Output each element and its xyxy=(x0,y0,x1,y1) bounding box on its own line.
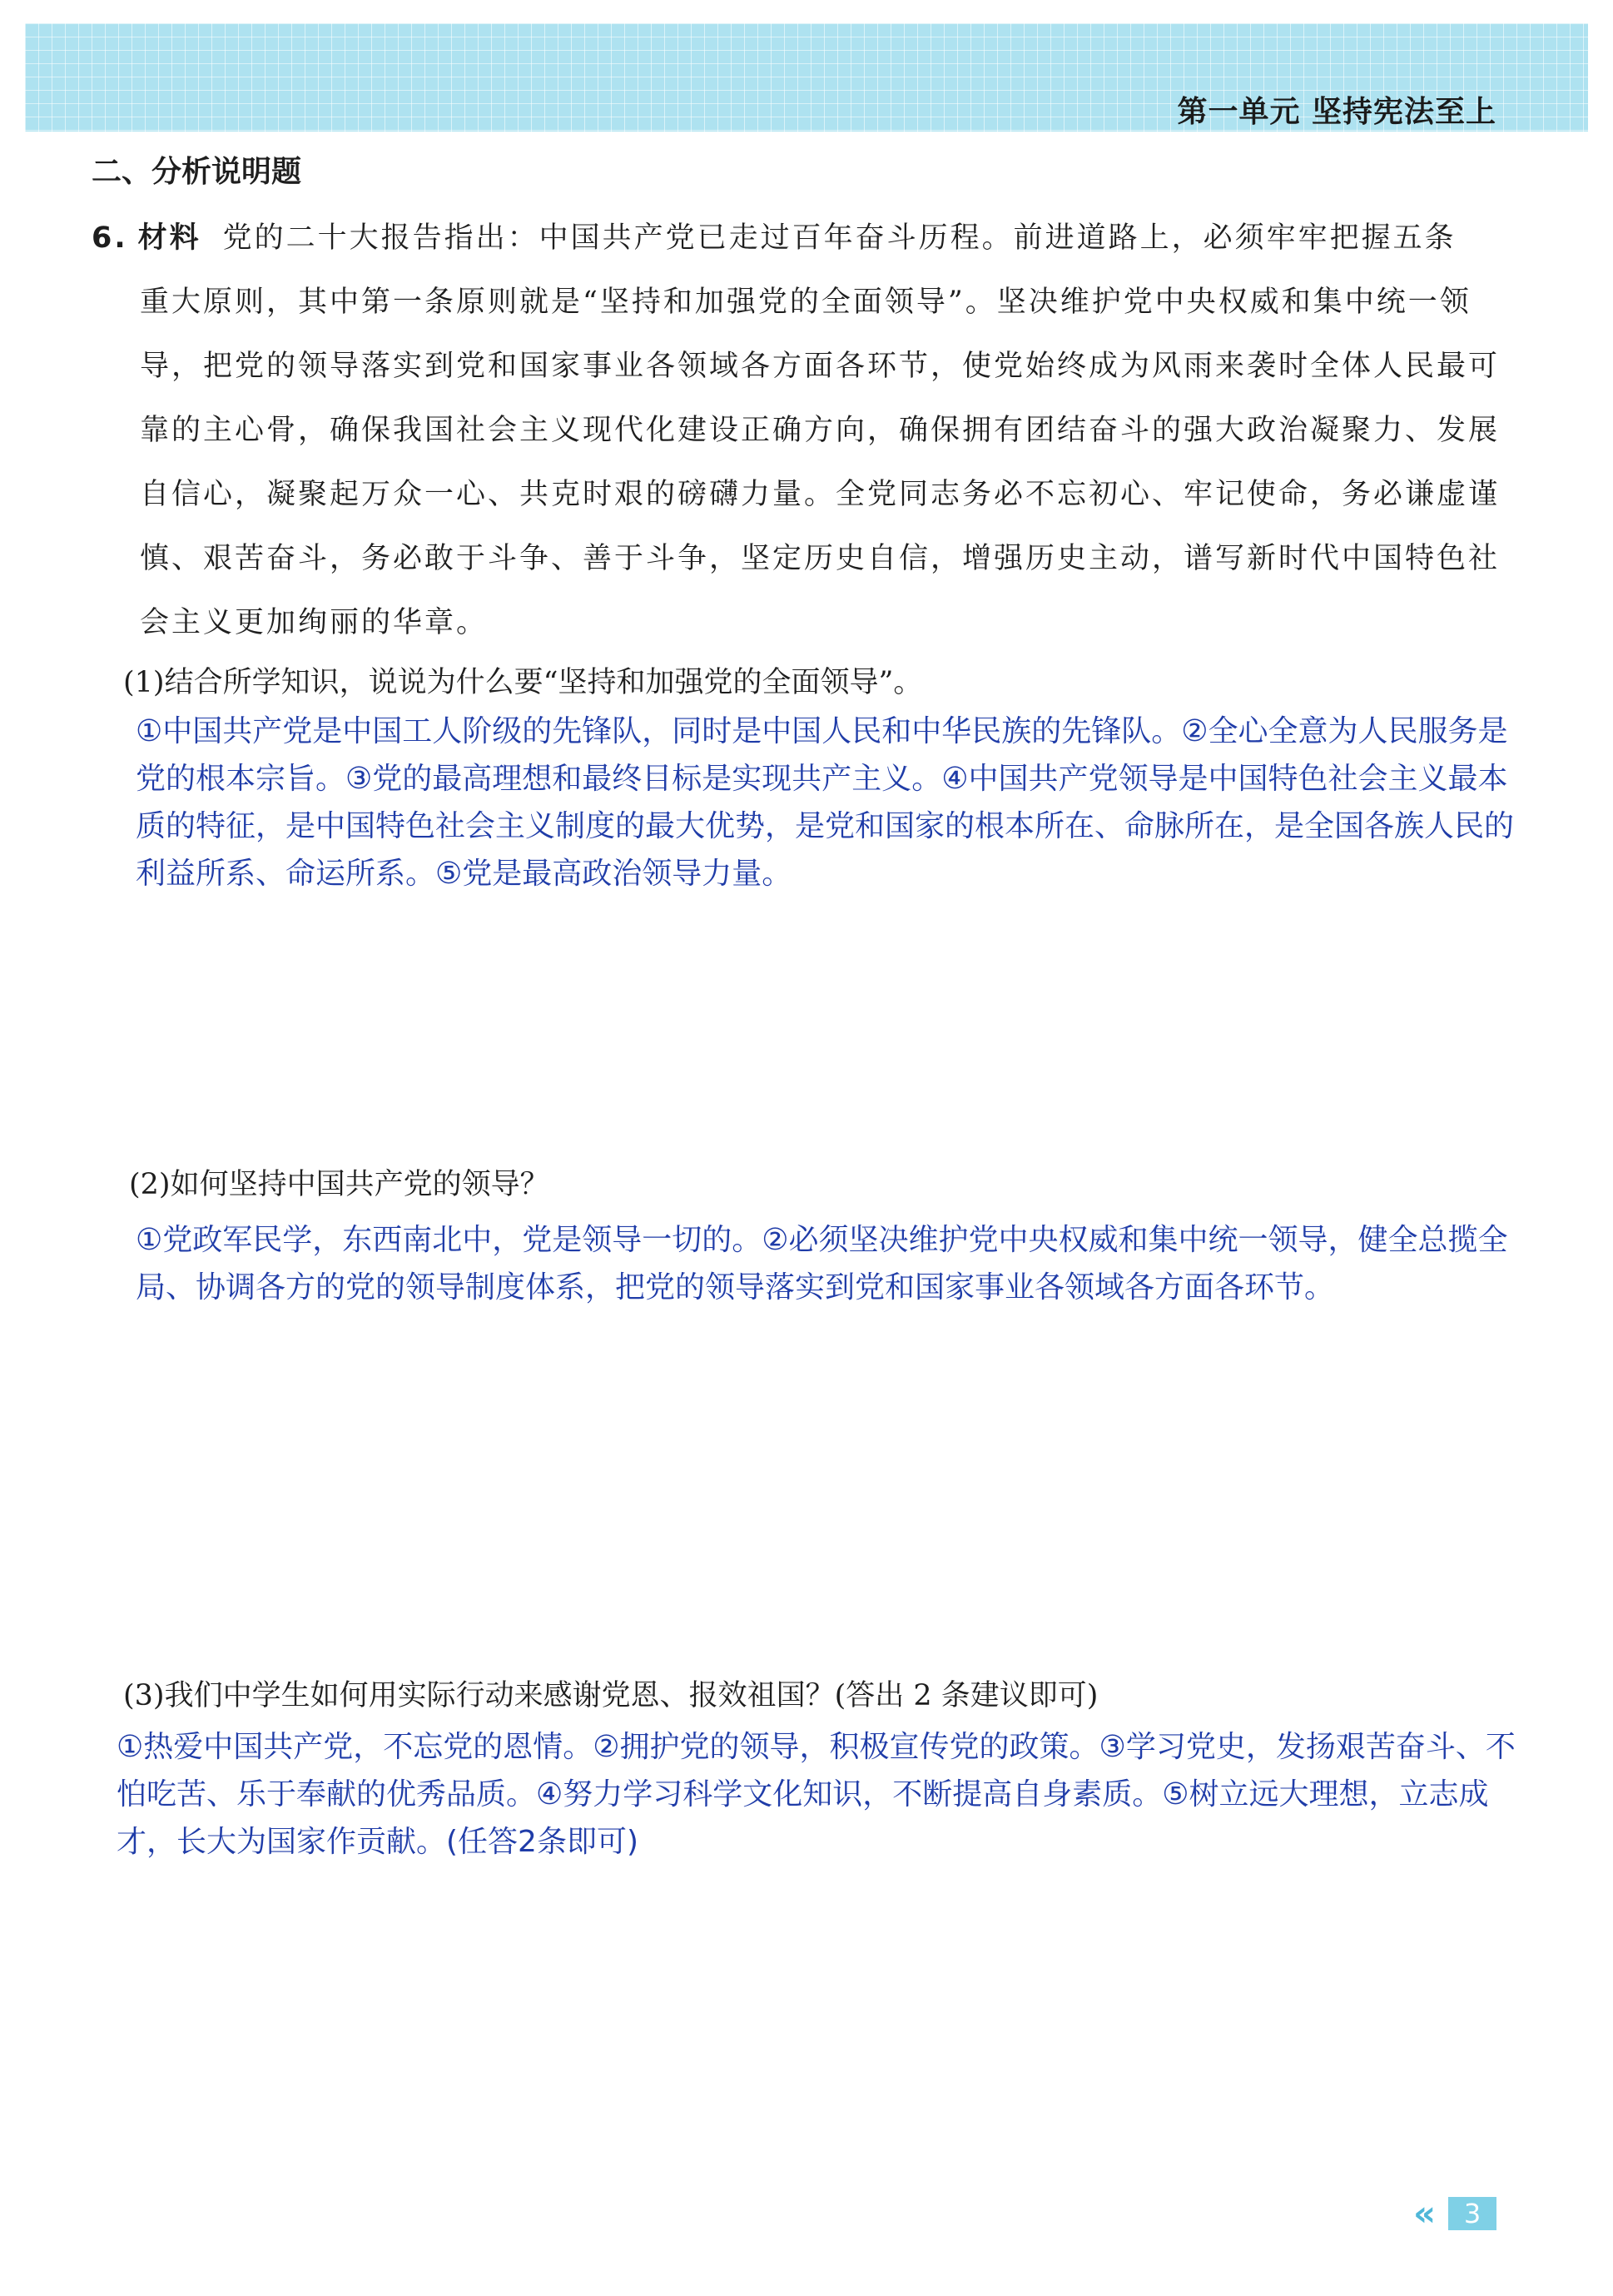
unit-title: 第一单元 坚持宪法至上 xyxy=(1177,95,1496,129)
material-body: 重大原则，其中第一条原则就是“坚持和加强党的全面领导”。坚决维护党中央权威和集中统一领导，把党的领导落实到党和国家事业各领域各方面各环节，使党始终成为风雨来袭时全体人民最可靠的主心骨，确保我国社会主义现代化建设正确方向，确保拥有团结奋斗的强大政治凝聚力、发展自信心，凝聚起万众一心、共克时艰的磅礴力量。全党同志务必不忘初心、牢记使命，务必谦虚谨慎、艰苦奋斗，务必敢于斗争、善于斗争，坚定历史自信，增强历史主动，谱写新时代中国特色社会主义更加绚丽的华章。 xyxy=(140,286,1501,639)
section-heading: 二、分析说明题 xyxy=(92,155,302,189)
answer-1: ①中国共产党是中国工人阶级的先锋队，同时是中国人民和中华民族的先锋队。②全心全意为人民服务是党的根本宗旨。③党的最高理想和最终目标是实现共产主义。④中国共产党领导是中国特色社会主义最本质的特征，是中国特色社会主义制度的最大优势，是党和国家的根本所在、命脉所在，是全国各族人民的利益所系、命运所系。⑤党是最高政治领导力量。 xyxy=(136,714,1515,891)
sub-question-1: (1)结合所学知识，说说为什么要“坚持和加强党的全面领导”。 xyxy=(123,666,923,699)
answer-2: ①党政军民学，东西南北中，党是领导一切的。②必须坚决维护党中央权威和集中统一领导，健全总揽全局、协调各方的党的领导制度体系，把党的领导落实到党和国家事业各领域各方面各环节。 xyxy=(136,1223,1508,1305)
answer-3: ①热爱中国共产党，不忘党的恩情。②拥护党的领导，积极宣传党的政策。③学习党史，发扬艰苦奋斗、不怕吃苦、乐于奉献的优秀品质。④努力学习科学文化知识，不断提高自身素质。⑤树立远大理想，立志成才，长大为国家作贡献。(任答2条即可) xyxy=(117,1730,1516,1859)
chevron-left-icon: « xyxy=(1413,2193,1425,2234)
sub-question-3: (3)我们中学生如何用实际行动来感谢党恩、报效祖国？(答出 2 条建议即可) xyxy=(123,1679,1099,1712)
page-number: 3 xyxy=(1448,2197,1496,2230)
sub-question-2: (2)如何坚持中国共产党的领导？ xyxy=(129,1168,549,1201)
material-first-line: 党的二十大报告指出：中国共产党已走过百年奋斗历程。前进道路上，必须牢牢把握五条 xyxy=(222,221,1457,255)
question-material xyxy=(92,206,1515,655)
question-number: 6. xyxy=(92,221,128,255)
material-label: 材料 xyxy=(137,221,201,255)
